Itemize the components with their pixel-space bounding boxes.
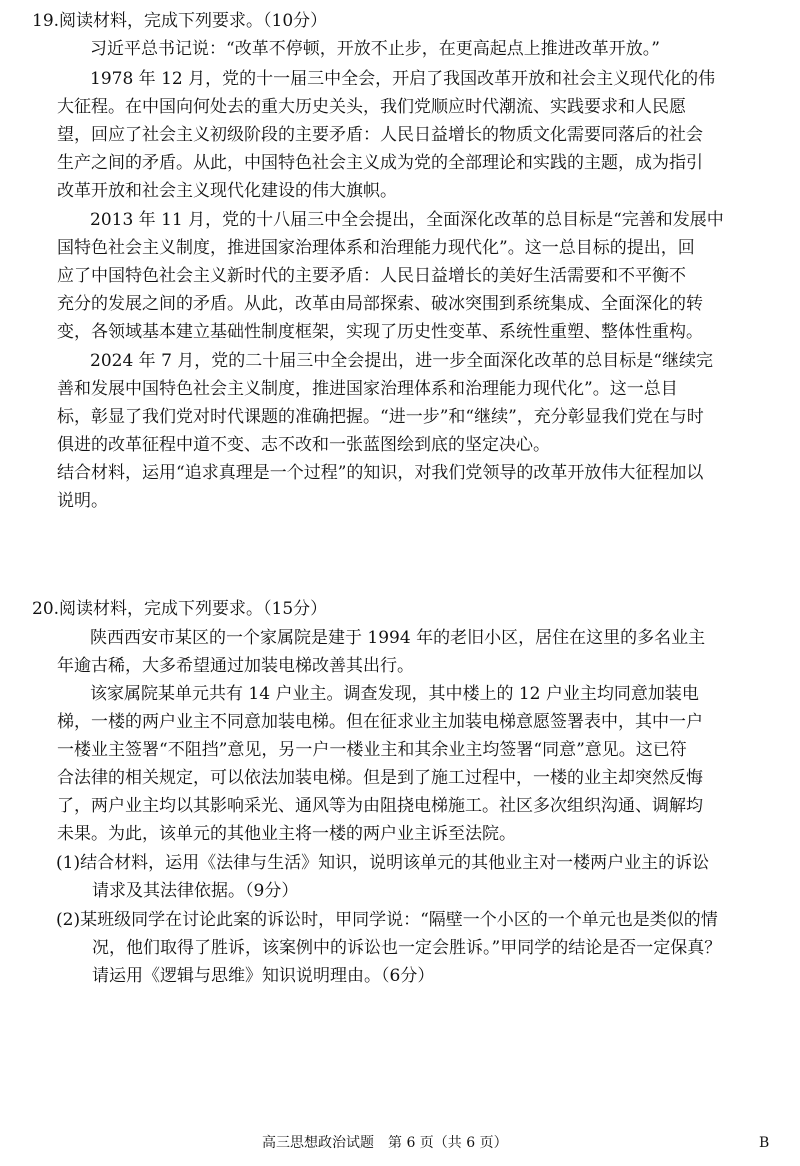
material-paragraph-line: 大征程。在中国向何处去的重大历史关头，我们党顺应时代潮流、实践要求和人民愿	[57, 97, 686, 117]
sub-question-2: (2)某班级同学在讨论此案的诉讼时，甲同学说：“隔壁一个小区的一个单元也是类似的情	[56, 910, 718, 930]
sub-question-2-continued: 况，他们取得了胜诉，该案例中的诉讼也一定会胜诉。”甲同学的结论是否一定保真？	[92, 938, 722, 958]
material-paragraph-line: 充分的发展之间的矛盾。从此，改革由局部探索、破冰突围到系统集成、全面深化的转	[57, 294, 703, 314]
sub-question-1: (1)结合材料，运用《法律与生活》知识，说明该单元的其他业主对一楼两户业主的诉讼	[56, 853, 710, 873]
material-paragraph-line: 1978 年 12 月，党的十一届三中全会，开启了我国改革开放和社会主义现代化的伟	[90, 69, 716, 89]
question-19-prompt: 说明。	[57, 491, 108, 511]
material-paragraph-line: 未果。为此，该单元的其他业主将一楼的两户业主诉至法院。	[57, 824, 516, 844]
material-paragraph-line: 年逾古稀，大多希望通过加装电梯改善其出行。	[57, 656, 414, 676]
material-paragraph-line: 陕西西安市某区的一个家属院是建于 1994 年的老旧小区，居住在这里的多名业主	[90, 628, 706, 648]
material-paragraph-line: 俱进的改革征程中道不变、志不改和一张蓝图绘到底的坚定决心。	[57, 435, 550, 455]
sub-question-1-continued: 请求及其法律依据。（9分）	[92, 881, 299, 901]
material-paragraph-line: 该家属院某单元共有 14 户业主。调查发现，其中楼上的 12 户业主均同意加装电	[90, 684, 699, 704]
material-paragraph-line: 善和发展中国特色社会主义制度，推进国家治理体系和治理能力现代化”。这一总目	[57, 379, 678, 399]
material-paragraph-line: 2024 年 7 月，党的二十届三中全会提出，进一步全面深化改革的总目标是“继续完	[90, 351, 713, 371]
material-paragraph-line: 梯，一楼的两户业主不同意加装电梯。但在征求业主加装电梯意愿签署表中，其中一户	[57, 712, 703, 732]
material-paragraph-line: 合法律的相关规定，可以依法加装电梯。但是到了施工过程中，一楼的业主却突然反悔	[57, 768, 703, 788]
material-paragraph-line: 国特色社会主义制度，推进国家治理体系和治理能力现代化”。这一总目标的提出，回	[57, 238, 695, 258]
material-paragraph-line: 2013 年 11 月，党的十八届三中全会提出，全面深化改革的总目标是“完善和发展中	[90, 210, 724, 230]
material-paragraph-line: 应了中国特色社会主义新时代的主要矛盾：人民日益增长的美好生活需要和不平衡不	[57, 266, 686, 286]
question-20-heading: 20.阅读材料，完成下列要求。（15分）	[32, 599, 328, 619]
material-paragraph-line: 改革开放和社会主义现代化建设的伟大旗帜。	[57, 181, 397, 201]
material-paragraph-line: 望，回应了社会主义初级阶段的主要矛盾：人民日益增长的物质文化需要同落后的社会	[57, 125, 703, 145]
question-19-heading: 19.阅读材料，完成下列要求。（10分）	[32, 11, 328, 31]
material-paragraph-line: 生产之间的矛盾。从此，中国特色社会主义成为党的全部理论和实践的主题，成为指引	[57, 153, 703, 173]
sub-question-2-continued: 请运用《逻辑与思维》知识说明理由。（6分）	[92, 966, 435, 986]
page-footer: 高三思想政治试题 第 6 页（共 6 页）	[262, 1135, 508, 1151]
material-paragraph-line: 标，彰显了我们党对时代课题的准确把握。“进一步”和“继续”，充分彰显我们党在与时	[57, 407, 704, 427]
material-paragraph-line: 变，各领域基本建立基础性制度框架，实现了历史性变革、系统性重塑、整体性重构。	[57, 322, 703, 342]
material-paragraph-line: 习近平总书记说：“改革不停顿，开放不止步，在更高起点上推进改革开放。”	[90, 39, 660, 59]
material-paragraph-line: 一楼业主签署“不阻挡”意见，另一户一楼业主和其余业主均签署“同意”意见。这已符	[57, 740, 687, 760]
material-paragraph-line: 了，两户业主均以其影响采光、通风等为由阻挠电梯施工。社区多次组织沟通、调解均	[57, 796, 703, 816]
question-19-prompt: 结合材料，运用“追求真理是一个过程”的知识，对我们党领导的改革开放伟大征程加以	[57, 463, 704, 483]
paper-version-label: B	[759, 1135, 770, 1151]
